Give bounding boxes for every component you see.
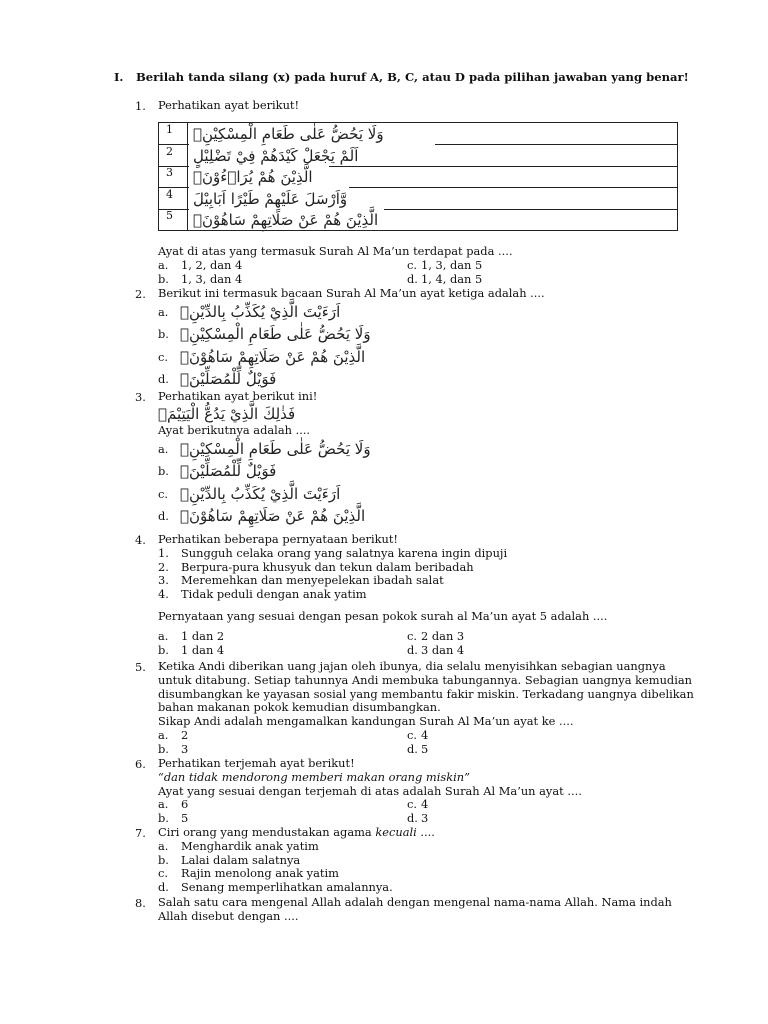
statement-number: 2. xyxy=(158,559,169,574)
translation-quote: “dan tidak mendorong memberi makan orang miskin” xyxy=(158,769,470,784)
prompt-text: Ciri orang yang mendustakan agama xyxy=(158,825,372,839)
option-text: اَرَءَيْتَ الَّذِيْ يُكَذِّبُ بِالدِّيْنِۗ xyxy=(180,302,341,321)
option-letter[interactable]: c. xyxy=(158,866,169,881)
option-letter[interactable]: b. xyxy=(158,464,169,479)
verse-number: 2 xyxy=(159,145,188,167)
section-number: I. xyxy=(114,70,124,84)
verse-row xyxy=(159,123,677,145)
option-row xyxy=(135,812,675,826)
question-prompt: Perhatikan beberapa pernyataan berikut! xyxy=(158,532,399,546)
option-text: وَلَا يَحُضُّ عَلٰى طَعَامِ الْمِسْكِيْنِۗ xyxy=(180,325,371,344)
option-text: 3 xyxy=(421,811,429,826)
option-text: 1, 2, dan 4 xyxy=(181,257,243,272)
option-text: 1 dan 4 xyxy=(181,642,225,657)
row-divider xyxy=(435,144,677,145)
question-prompt xyxy=(158,826,675,840)
question-1 xyxy=(135,99,675,113)
question-text: Pernyataan yang sesuai dengan pesan pokok surah al Ma’un ayat 5 adalah .... xyxy=(158,608,608,623)
option-row xyxy=(135,346,675,369)
option-row xyxy=(135,881,675,895)
question-4 xyxy=(135,533,675,657)
option-letter[interactable]: a. xyxy=(158,257,169,272)
option-letter[interactable]: d. xyxy=(407,811,418,826)
question-7 xyxy=(135,826,675,895)
option-row xyxy=(135,644,675,658)
option-letter[interactable]: b. xyxy=(158,642,169,657)
verse-table xyxy=(158,122,678,231)
option-row xyxy=(135,301,675,324)
option-text: 1, 3, dan 5 xyxy=(421,257,483,272)
verse-text: وَّاَرْسَلَ عَلَيْهِمْ طَيْرًا اَبَابِيْلَ xyxy=(193,189,348,208)
option-letter[interactable]: b. xyxy=(158,811,169,826)
option-row xyxy=(135,259,675,273)
question-2 xyxy=(135,287,675,391)
row-divider xyxy=(384,209,677,210)
option-row xyxy=(135,798,675,812)
statement-row xyxy=(135,588,675,602)
question-number: 6. xyxy=(135,757,146,771)
option-letter[interactable]: c. xyxy=(407,257,418,272)
option-text: 3 xyxy=(181,741,189,756)
option-text: فَوَيْلٌ لِّلْمُصَلِّيْنَۙ xyxy=(180,370,277,389)
option-text: 1 dan 2 xyxy=(181,628,225,643)
question-text: Ayat di atas yang termasuk Surah Al Ma’un terdapat pada .... xyxy=(158,244,513,258)
question-number: 2. xyxy=(135,287,146,301)
option-letter[interactable]: d. xyxy=(407,271,418,286)
option-text: وَلَا يَحُضُّ عَلٰى طَعَامِ الْمِسْكِيْنِۗ xyxy=(180,439,371,458)
question-prompt: Perhatikan terjemah ayat berikut! xyxy=(158,756,355,770)
option-text: 2 xyxy=(181,727,189,742)
option-letter[interactable]: c. xyxy=(407,797,418,812)
option-text: Rajin menolong anak yatim xyxy=(181,866,339,881)
option-text: الَّذِيْنَ هُمْ عَنْ صَلَاتِهِمْ سَاهُوْنَۙ xyxy=(180,507,366,526)
option-row xyxy=(135,505,675,528)
question-prompt: Perhatikan ayat berikut! xyxy=(158,98,300,112)
row-divider xyxy=(159,187,189,188)
verse-row xyxy=(159,209,677,231)
verse-row xyxy=(159,166,677,188)
section-instruction xyxy=(114,70,689,84)
option-letter[interactable]: a. xyxy=(158,838,169,853)
verse-text: وَلَا يَحُضُّ عَلٰى طَعَامِ الْمِسْكِيْنِۗ xyxy=(193,125,384,143)
option-row xyxy=(135,840,675,854)
verse-text: الَّذِيْنَ هُمْ عَنْ صَلَاتِهِمْ سَاهُوْنَۙ xyxy=(193,211,379,230)
question-number: 8. xyxy=(135,896,146,910)
option-row xyxy=(135,368,675,391)
verse-row xyxy=(159,188,677,210)
question-number: 4. xyxy=(135,533,146,547)
option-letter[interactable]: a. xyxy=(158,628,169,643)
question-number: 7. xyxy=(135,826,146,840)
option-text: 1, 3, dan 4 xyxy=(181,271,243,286)
question-6 xyxy=(135,757,675,826)
statement-text: Meremehkan dan menyepelekan ibadah salat xyxy=(181,573,444,588)
option-letter[interactable]: b. xyxy=(158,271,169,286)
statement-number: 1. xyxy=(158,545,169,560)
option-row xyxy=(135,867,675,881)
option-letter[interactable]: d. xyxy=(407,642,418,657)
verse-number: 3 xyxy=(159,166,188,188)
option-letter[interactable]: b. xyxy=(158,327,169,342)
option-letter[interactable]: c. xyxy=(158,486,169,501)
option-letter[interactable]: b. xyxy=(158,852,169,867)
statement-text: Tidak peduli dengan anak yatim xyxy=(181,587,367,602)
statement-row xyxy=(135,561,675,575)
statement-text: Berpura-pura khusyuk dan tekun dalam beribadah xyxy=(181,559,474,574)
question-3 xyxy=(135,390,675,528)
option-row xyxy=(135,854,675,868)
option-text: Menghardik anak yatim xyxy=(181,838,319,853)
option-row xyxy=(135,630,675,644)
option-row xyxy=(135,743,675,757)
option-letter[interactable]: b. xyxy=(158,741,169,756)
option-letter[interactable]: c. xyxy=(407,727,418,742)
option-letter[interactable]: a. xyxy=(158,727,169,742)
row-divider xyxy=(349,187,677,188)
prompt-ellipsis: .... xyxy=(416,825,435,839)
question-text-line: Ketika Andi diberikan uang jajan oleh ibunya, dia selalu menyisihkan sebagian uangnya xyxy=(158,659,666,673)
row-divider xyxy=(329,166,677,167)
option-letter[interactable]: d. xyxy=(407,741,418,756)
option-text: فَوَيْلٌ لِّلْمُصَلِّيْنَۙ xyxy=(180,462,277,481)
statement-number: 4. xyxy=(158,587,169,602)
verse-text: اَلَمْ يَجْعَلْ كَيْدَهُمْ فِيْ تَضْلِيْلٍ xyxy=(193,146,359,165)
option-text: اَرَءَيْتَ الَّذِيْ يُكَذِّبُ بِالدِّيْنِۗ xyxy=(180,484,341,503)
question-text-line: Allah disebut dengan .... xyxy=(158,908,299,923)
option-row xyxy=(135,483,675,506)
verse-text: الَّذِيْنَ هُمْ يُرَاۤءُوْنَۙ xyxy=(193,168,313,187)
question-8 xyxy=(135,896,675,924)
option-letter[interactable]: d. xyxy=(158,880,169,895)
question-text: Ayat berikutnya adalah .... xyxy=(158,422,311,437)
row-divider xyxy=(159,166,189,167)
row-divider xyxy=(159,144,189,145)
question-5 xyxy=(135,659,694,757)
question-number: 3. xyxy=(135,390,146,404)
question-prompt: Berikut ini termasuk bacaan Surah Al Ma’un ayat ketiga adalah .... xyxy=(158,286,545,300)
option-letter[interactable]: c. xyxy=(407,628,418,643)
question-1-body xyxy=(135,245,675,286)
option-row xyxy=(135,323,675,346)
verse-number: 1 xyxy=(159,123,188,145)
question-text-line: Sikap Andi adalah mengamalkan kandungan Surah Al Ma’un ayat ke .... xyxy=(158,714,574,729)
verse-row xyxy=(159,145,677,167)
statement-row xyxy=(135,547,675,561)
option-text: 3 dan 4 xyxy=(421,642,465,657)
statement-row xyxy=(135,574,675,588)
option-text: 4 xyxy=(421,727,429,742)
option-text: Senang memperlihatkan amalannya. xyxy=(181,880,393,895)
prompt-emphasis: kecuali xyxy=(375,825,417,839)
option-text: 5 xyxy=(421,741,429,756)
question-text-line: untuk ditabung. Setiap tahunnya Andi membuka tabungannya. Sebagian uangnya kemudian xyxy=(158,672,692,687)
statement-text: Sungguh celaka orang yang salatnya karena ingin dipuji xyxy=(181,545,508,560)
verse-number: 5 xyxy=(159,209,188,231)
option-letter[interactable]: a. xyxy=(158,797,169,812)
option-letter[interactable]: c. xyxy=(158,349,169,364)
option-letter[interactable]: a. xyxy=(158,304,169,319)
question-text: Ayat yang sesuai dengan terjemah di atas adalah Surah Al Ma’un ayat .... xyxy=(158,783,582,798)
option-letter[interactable]: a. xyxy=(158,441,169,456)
section-instruction-text: Berilah tanda silang (x) pada huruf A, B, C, atau D pada pilihan jawaban yang benar! xyxy=(136,70,689,84)
option-text: 6 xyxy=(181,797,189,812)
option-text: 4 xyxy=(421,797,429,812)
option-row xyxy=(135,729,675,743)
option-row xyxy=(135,460,675,483)
question-text-line: bahan makanan pokok kemudian disumbangkan. xyxy=(158,700,441,715)
verse-line xyxy=(158,404,675,424)
option-text: Lalai dalam salatnya xyxy=(181,852,301,867)
question-number: 5. xyxy=(135,660,146,674)
option-text: الَّذِيْنَ هُمْ عَنْ صَلَاتِهِمْ سَاهُوْنَۙ xyxy=(180,347,366,366)
question-number: 1. xyxy=(135,99,146,113)
option-text: 2 dan 3 xyxy=(421,628,465,643)
row-divider xyxy=(159,209,189,210)
option-letter[interactable]: d. xyxy=(158,372,169,387)
question-prompt: Perhatikan ayat berikut ini! xyxy=(158,389,318,403)
option-row xyxy=(135,438,675,461)
option-row xyxy=(135,273,675,287)
question-text-line: disumbangkan ke yayasan sosial yang membantu fakir miskin. Terkadang uangnya dibelikan xyxy=(158,686,694,701)
verse-text: فَذٰلِكَ الَّذِيْ يَدُعُّ الْيَتِيْمَۙ xyxy=(158,404,296,423)
statement-number: 3. xyxy=(158,573,169,588)
verse-number: 4 xyxy=(159,188,188,210)
option-letter[interactable]: d. xyxy=(158,509,169,524)
question-text-line: Salah satu cara mengenal Allah adalah dengan mengenal nama-nama Allah. Nama indah xyxy=(158,895,672,909)
option-text: 5 xyxy=(181,811,189,826)
option-text: 1, 4, dan 5 xyxy=(421,271,483,286)
